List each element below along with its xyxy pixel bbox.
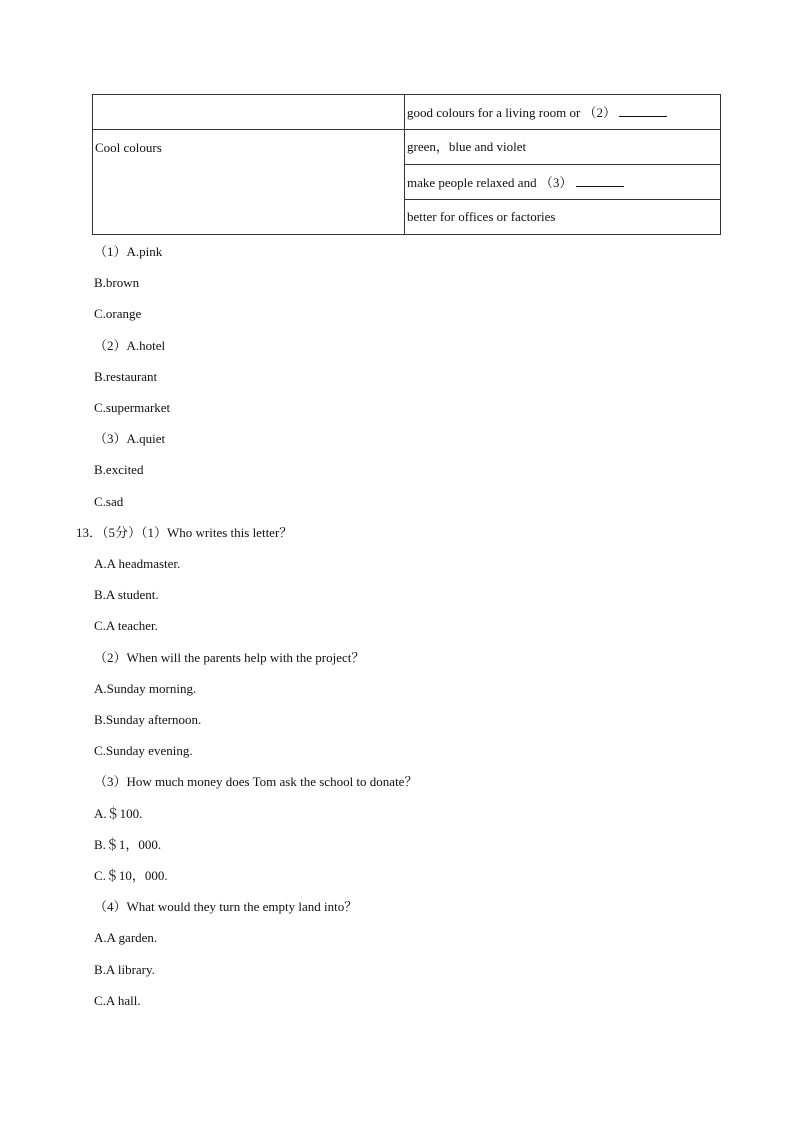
q13-line: （2）When will the parents help with the project？: [94, 650, 365, 665]
table-cell-text: green，blue and violet: [407, 139, 527, 154]
q12-option: C.supermarket: [94, 400, 171, 415]
q12-option: B.brown: [94, 275, 140, 290]
q13-line: B.A library.: [94, 962, 155, 977]
q13-line: A.A garden.: [94, 930, 158, 945]
table-cell: [405, 165, 721, 200]
q13-line: A.Sunday morning.: [94, 681, 197, 696]
q13-line: （4）What would they turn the empty land into？: [94, 899, 358, 914]
table-row: [93, 130, 721, 165]
table-cell: [405, 200, 721, 235]
q12-option: B.excited: [94, 462, 144, 477]
q13-line: B.＄1，000.: [94, 837, 162, 852]
q13-line: B.Sunday afternoon.: [94, 712, 202, 727]
q12-option: B.restaurant: [94, 369, 158, 384]
colour-table: [92, 94, 721, 235]
table-cell: [405, 95, 721, 130]
table-cell: [93, 130, 405, 235]
q13-line: C.A hall.: [94, 993, 141, 1008]
answer-blank: [619, 104, 667, 117]
question-13-header: 13．（5分）（1）Who writes this letter？: [76, 525, 293, 540]
q12-option: （2）A.hotel: [94, 338, 166, 353]
answer-blank: [576, 174, 624, 187]
table-cell-text: better for offices or factories: [407, 209, 556, 224]
q12-option: C.sad: [94, 494, 124, 509]
q13-line: C.＄10，000.: [94, 868, 168, 883]
q13-line: A.＄100.: [94, 806, 143, 821]
table-cell-text: make people relaxed and （3）: [407, 174, 573, 190]
q13-line: （3）How much money does Tom ask the school to donate？: [94, 774, 418, 789]
table-row: [93, 95, 721, 130]
q12-option: C.orange: [94, 306, 142, 321]
q13-line: C.A teacher.: [94, 618, 158, 633]
table-cell: [93, 95, 405, 130]
q13-line: C.Sunday evening.: [94, 743, 193, 758]
q13-line: A.A headmaster.: [94, 556, 181, 571]
table-cell-text: good colours for a living room or （2）: [407, 104, 617, 120]
q12-option: （3）A.quiet: [94, 431, 166, 446]
q13-line: B.A student.: [94, 587, 159, 602]
cool-colours-label: Cool colours: [95, 140, 162, 155]
table-cell: [405, 130, 721, 165]
q12-option: （1）A.pink: [94, 244, 163, 259]
